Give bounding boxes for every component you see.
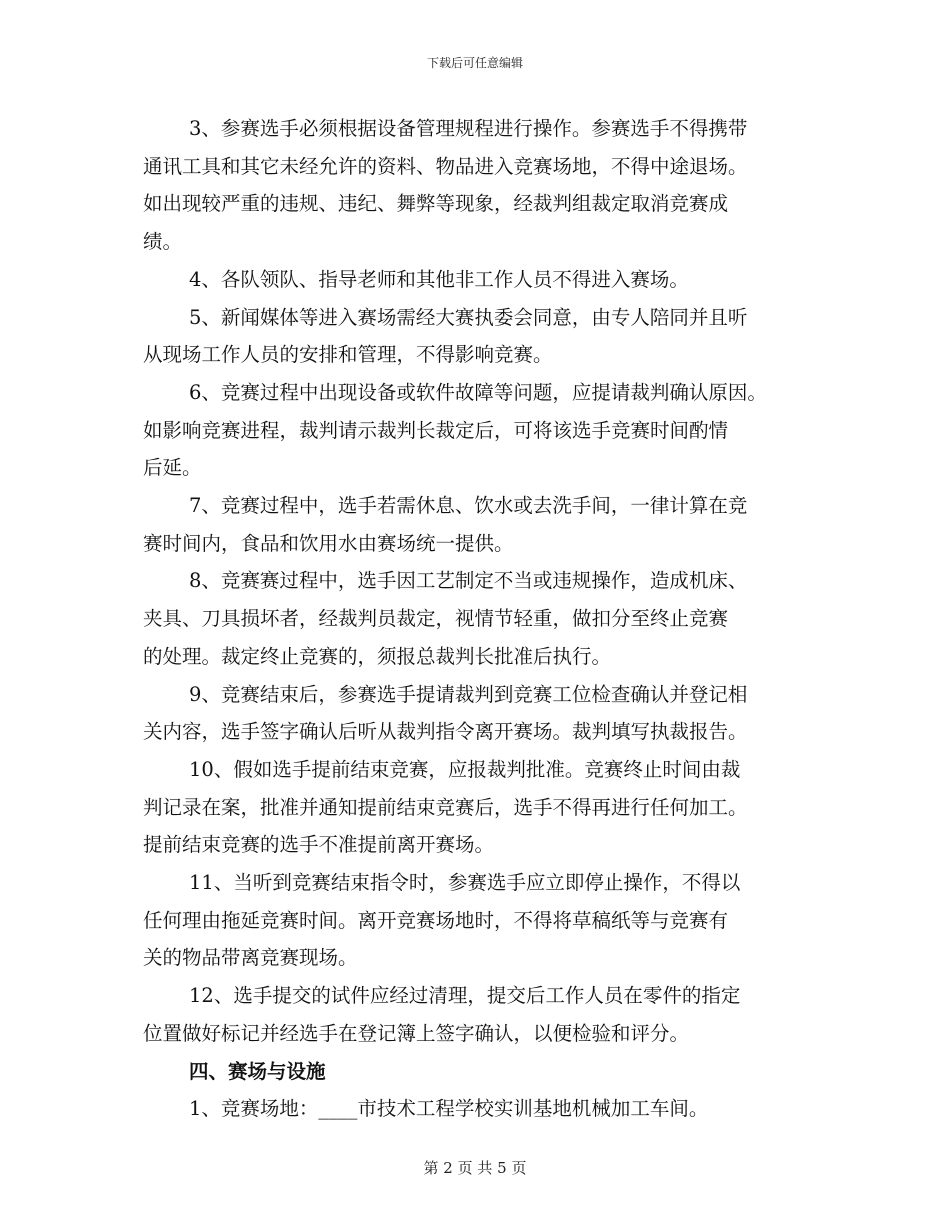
paragraph-line: 12、选手提交的试件应经过清理，提交后工作人员在零件的指定	[189, 984, 741, 1008]
venue-item	[143, 1090, 823, 1128]
paragraph-line: 关内容，选手签字确认后听从裁判指令离开赛场。裁判填写执裁报告。	[143, 720, 748, 744]
section-heading-text: 四、赛场与设施	[189, 1059, 326, 1083]
paragraph-line: 夹具、刀具损坏者，经裁判员裁定，视情节轻重，做扣分至终止竞赛	[143, 607, 729, 631]
paragraph-line: 10、假如选手提前结束竞赛，应报裁判批准。竞赛终止时间由裁	[189, 757, 741, 781]
rule-paragraph	[143, 751, 823, 864]
rule-paragraph	[143, 261, 823, 299]
paragraph-line: 如影响竞赛进程，裁判请示裁判长裁定后，可将该选手竞赛时间酌情	[143, 418, 729, 442]
rule-paragraph	[143, 676, 823, 751]
paragraph-line: 后延。	[143, 456, 202, 480]
paragraph-line: 任何理由拖延竞赛时间。离开竞赛场地时，不得将草稿纸等与竞赛有	[143, 908, 729, 932]
paragraph-line: 如出现较严重的违规、违纪、舞弊等现象，经裁判组裁定取消竞赛成	[143, 192, 729, 216]
paragraph-line: 通讯工具和其它未经允许的资料、物品进入竞赛场地，不得中途退场。	[143, 154, 748, 178]
rule-paragraph	[143, 864, 823, 977]
paragraph-line: 3、参赛选手必须根据设备管理规程进行操作。参赛选手不得携带	[189, 117, 748, 140]
paragraph-line: 关的物品带离竞赛现场。	[143, 946, 358, 970]
paragraph-line: 5、新闻媒体等进入赛场需经大赛执委会同意，由专人陪同并且听	[189, 305, 748, 329]
paragraph-line: 7、竞赛过程中，选手若需休息、饮水或去洗手间，一律计算在竞	[189, 494, 748, 518]
paragraph-line: 判记录在案，批准并通知提前结束竞赛后，选手不得再进行任何加工。	[143, 795, 748, 819]
paragraph-line: 从现场工作人员的安排和管理，不得影响竞赛。	[143, 343, 553, 367]
venue-item-text: 1、竞赛场地：____市技术工程学校实训基地机械加工车间。	[189, 1097, 709, 1121]
section-heading	[143, 1053, 823, 1091]
rule-paragraph	[143, 110, 823, 261]
document-body	[143, 110, 823, 1128]
rule-paragraph	[143, 374, 823, 487]
rule-paragraph	[143, 977, 823, 1052]
rule-paragraph	[143, 299, 823, 374]
paragraph-line: 提前结束竞赛的选手不准提前离开赛场。	[143, 833, 495, 857]
rule-paragraph	[143, 487, 823, 562]
paragraph-line: 位置做好标记并经选手在登记簿上签字确认，以便检验和评分。	[143, 1021, 690, 1045]
paragraph-line: 11、当听到竞赛结束指令时，参赛选手应立即停止操作，不得以	[189, 871, 741, 895]
paragraph-line: 的处理。裁定终止竞赛的，须报总裁判长批准后执行。	[143, 644, 612, 668]
paragraph-line: 8、竞赛赛过程中，选手因工艺制定不当或违规操作，造成机床、	[189, 569, 748, 593]
page-number-footer: 第 2 页 共 5 页	[423, 1159, 527, 1177]
paragraph-line: 4、各队领队、指导老师和其他非工作人员不得进入赛场。	[189, 267, 689, 291]
paragraph-line: 6、竞赛过程中出现设备或软件故障等问题，应提请裁判确认原因。	[189, 380, 767, 404]
rule-paragraph	[143, 562, 823, 675]
paragraph-line: 绩。	[143, 230, 183, 254]
header-note: 下载后可任意编辑	[426, 56, 523, 70]
paragraph-line: 9、竞赛结束后，参赛选手提请裁判到竞赛工位检查确认并登记相	[189, 682, 748, 706]
paragraph-line: 赛时间内，食品和饮用水由赛场统一提供。	[143, 531, 514, 555]
